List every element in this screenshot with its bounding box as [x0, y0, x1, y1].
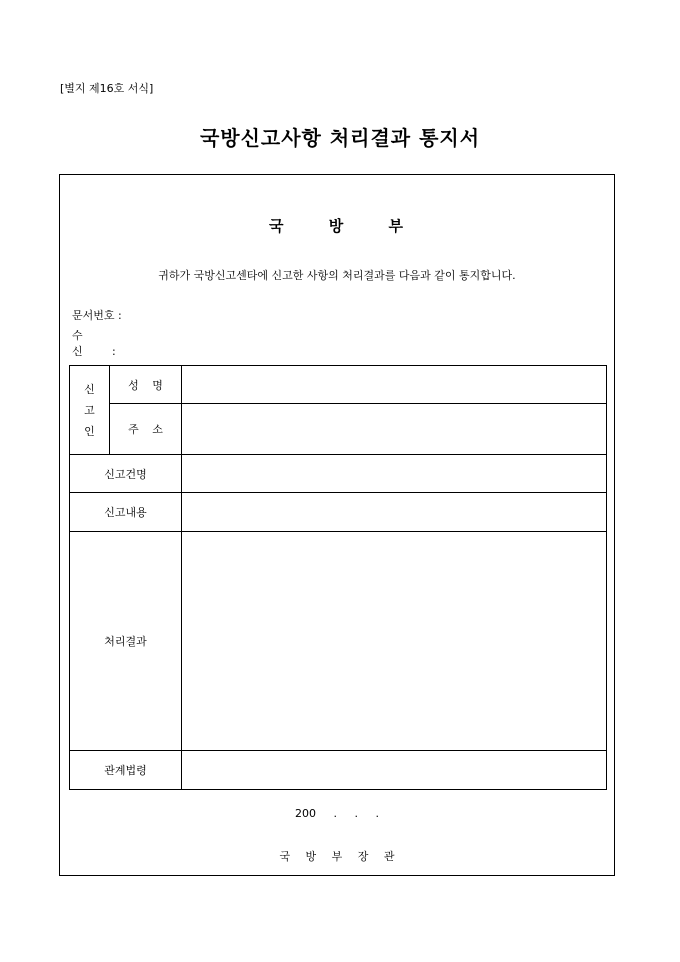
- table-row: [70, 532, 607, 751]
- result-label: 처리결과: [70, 532, 182, 751]
- address-field[interactable]: [182, 404, 607, 455]
- reporter-label: [70, 366, 110, 455]
- subject-field[interactable]: [182, 455, 607, 493]
- name-field[interactable]: [182, 366, 607, 404]
- date-line: 200 . . .: [295, 807, 379, 820]
- document-number-label: 문서번호 :: [72, 309, 122, 322]
- table-row: [70, 366, 607, 404]
- reporter-char: 고: [84, 403, 95, 417]
- name-label-text: 성 명: [128, 378, 163, 392]
- reporter-char: 신: [84, 382, 95, 396]
- document-title: 국방신고사항 처리결과 통지서: [199, 126, 481, 150]
- recipient-label: 수 신: [72, 329, 83, 358]
- address-label: [110, 404, 182, 455]
- content-field[interactable]: [182, 493, 607, 532]
- subject-label: 신고건명: [70, 455, 182, 493]
- notice-text: 귀하가 국방신고센타에 신고한 사항의 처리결과를 다음과 같이 통지합니다.: [158, 269, 516, 282]
- name-label: [110, 366, 182, 404]
- result-field[interactable]: [182, 532, 607, 751]
- table-row: [70, 751, 607, 790]
- content-label: 신고내용: [70, 493, 182, 532]
- form-frame: [59, 174, 615, 876]
- table-row: [70, 493, 607, 532]
- signer-line: 국 방 부 장 관: [279, 850, 395, 863]
- report-table: [69, 365, 607, 790]
- ministry-heading: 국 방 부: [269, 217, 405, 235]
- address-label-text: 주 소: [128, 423, 163, 436]
- table-row: [70, 455, 607, 493]
- reporter-char: 인: [84, 424, 95, 438]
- table-row: [70, 404, 607, 455]
- recipient-row: [72, 327, 116, 359]
- law-label: 관계법령: [70, 751, 182, 790]
- law-field[interactable]: [182, 751, 607, 790]
- recipient-colon: :: [112, 345, 116, 358]
- form-number: [별지 제16호 서식]: [60, 82, 154, 95]
